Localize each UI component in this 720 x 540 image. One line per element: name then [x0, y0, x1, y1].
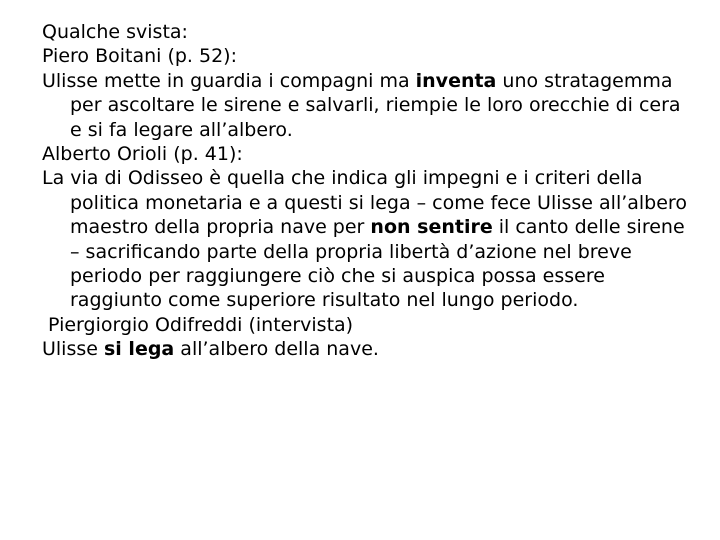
quote-source-orioli: Alberto Orioli (p. 41):: [42, 143, 243, 166]
quote-text-part: il canto delle sirene – sacrificando parte della propria libertà d’azione nel breve periodo per raggiungere ciò che si auspica possa essere raggiunto come superiore risultato nel lungo periodo.: [70, 216, 685, 312]
quote-emphasis: inventa: [415, 69, 497, 92]
quote-emphasis: si lega: [104, 338, 175, 361]
quote-text-orioli: [42, 166, 690, 312]
quote-text-part: La via di Odisseo è quella che indica gli impegni e i criteri della politica monetaria e a questi si lega – come fece Ulisse all’albero maestro della propria nave per: [42, 167, 687, 239]
quote-text-odifreddi: [42, 337, 690, 361]
quote-text-part: uno stratagemma per ascoltare le sirene e salvarli, riempie le loro orecchie di cera e si fa legare all’albero.: [70, 69, 681, 141]
quote-source-boitani: Piero Boitani (p. 52):: [42, 45, 238, 68]
quote-source-odifreddi: Piergiorgio Odifreddi (intervista): [42, 313, 354, 336]
quote-emphasis: non sentire: [370, 216, 493, 239]
quote-text-part: Ulisse: [42, 338, 104, 361]
slide-heading: Qualche svista:: [42, 21, 188, 43]
quote-text-part: Ulisse mette in guardia i compagni ma: [42, 69, 416, 92]
quote-text-part: all’albero della nave.: [174, 338, 379, 361]
quote-text-boitani: [42, 69, 690, 142]
